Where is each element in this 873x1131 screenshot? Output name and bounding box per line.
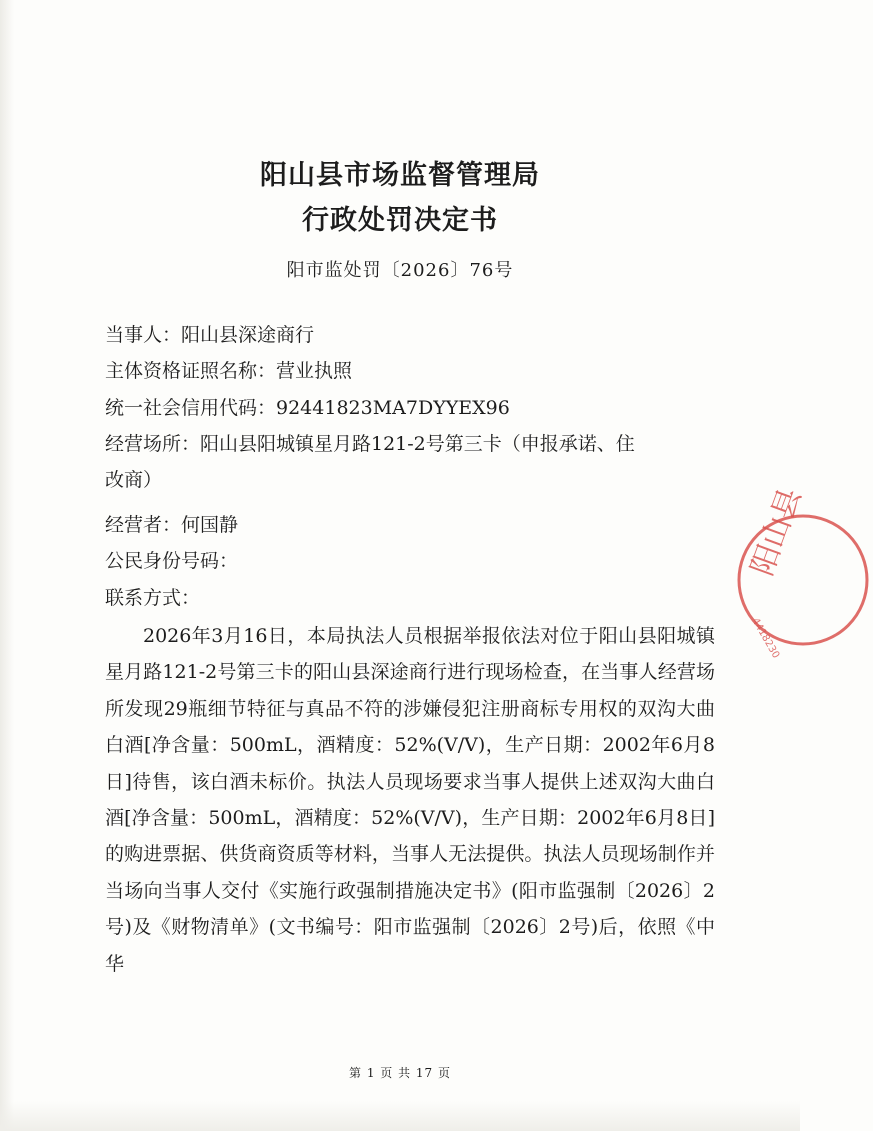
agency-title: 阳山县市场监督管理局 bbox=[260, 160, 540, 191]
body-paragraph: 2026年3月16日，本局执法人员根据举报依法对位于阳山县阳城镇星月路121-2号第三卡的阳山县深途商行进行现场检查，在当事人经营场所发现29瓶细节特征与真品不符的涉嫌侵犯注册商标专用权的双沟大曲白酒[净含量：500mL，酒精度：52%(V/V)，生产日期：2002年6月8日]待售，该白酒未标价。执法人员现场要求当事人提供上述双沟大曲白酒[净含量：500mL，酒精度：52%(V/V)，生产日期：2002年6月8日]的购进票据、供货商资质等材料，当事人无法提供。执法人员现场制作并当场向当事人交付《实施行政强制措施决定书》(阳市监强制〔2026〕2号)及《财物清单》(文书编号：阳市监强制〔2026〕2号)后，依照《中华 bbox=[105, 625, 715, 975]
credit-code: 统一社会信用代码：92441823MA7DYYEX96 bbox=[105, 397, 510, 419]
contact-info: 联系方式： bbox=[105, 587, 201, 609]
document-number: 阳市监处罚〔2026〕76号 bbox=[286, 260, 514, 281]
party-name: 当事人：阳山县深途商行 bbox=[105, 324, 315, 346]
operator-name: 经营者：何国静 bbox=[105, 514, 239, 536]
seal-code: 4418230 bbox=[749, 616, 782, 661]
document-title: 行政处罚决定书 bbox=[302, 205, 498, 236]
page-footer: 第 1 页 共 17 页 bbox=[349, 1066, 451, 1080]
business-address-continued: 改商） bbox=[105, 469, 163, 491]
business-address: 经营场所：阳山县阳城镇星月路121-2号第三卡（申报承诺、住 bbox=[105, 433, 635, 455]
seal-text: 阳山县 bbox=[744, 483, 809, 581]
license-name: 主体资格证照名称：营业执照 bbox=[105, 360, 353, 382]
official-seal-stamp bbox=[733, 483, 873, 661]
scan-shadow-bottom bbox=[0, 1101, 800, 1131]
citizen-id: 公民身份号码： bbox=[105, 550, 239, 572]
